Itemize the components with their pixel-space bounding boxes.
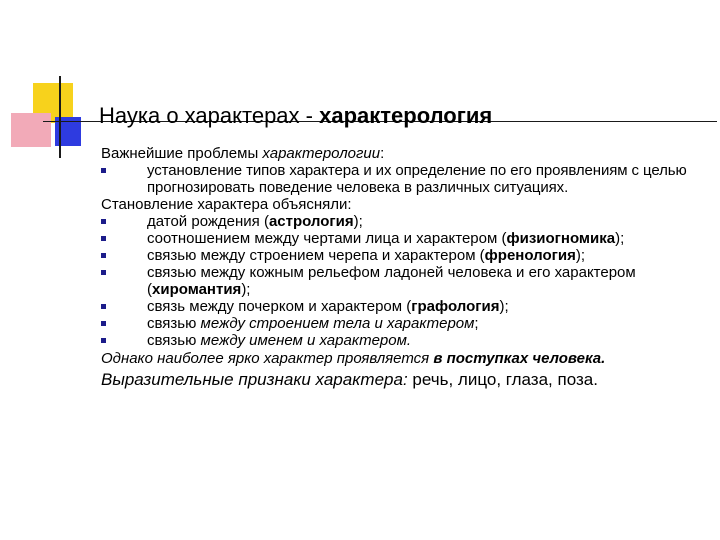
list-item-physiognomy: соотношением между чертами лица и характером (физиогномика);	[101, 230, 713, 247]
square-bullet-icon	[101, 338, 106, 343]
expressive-signs-line: Выразительные признаки характера: речь, лицо, глаза, поза.	[101, 370, 598, 389]
intro-line: Важнейшие проблемы характерологии:	[101, 145, 385, 162]
list-item-name: связью между именем и характером.	[101, 332, 713, 349]
slide-title-bold: характерология	[319, 103, 493, 128]
square-bullet-icon	[101, 321, 106, 326]
list-item-body-build: связью между строением тела и характером;	[101, 315, 713, 332]
slide-body	[101, 145, 713, 391]
square-bullet-icon	[101, 236, 106, 241]
list-item-astrology: датой рождения (астрология);	[101, 213, 713, 230]
square-bullet-icon	[101, 168, 106, 173]
decor-pink-square	[11, 113, 51, 147]
list-item-phrenology: связью между строением черепа и характером (френология);	[101, 247, 713, 264]
list-item-palmistry: связью между кожным рельефом ладоней человека и его характером (хиромантия);	[101, 264, 713, 298]
slide-title: Наука о характерах - характерология	[99, 103, 493, 128]
conclusion-line: Однако наиболее ярко характер проявляется в поступках человека.	[101, 350, 606, 367]
list-item-graphology: связь между почерком и характером (графология);	[101, 298, 713, 315]
square-bullet-icon	[101, 270, 106, 275]
square-bullet-icon	[101, 304, 106, 309]
square-bullet-icon	[101, 253, 106, 258]
decor-vertical-line	[59, 76, 61, 158]
list-item-problem: установление типов характера и их определение по его проявлениям с целью прогнозировать поведение человека в различных ситуациях.	[101, 162, 713, 196]
square-bullet-icon	[101, 219, 106, 224]
formation-intro: Становление характера объясняли:	[101, 196, 352, 213]
